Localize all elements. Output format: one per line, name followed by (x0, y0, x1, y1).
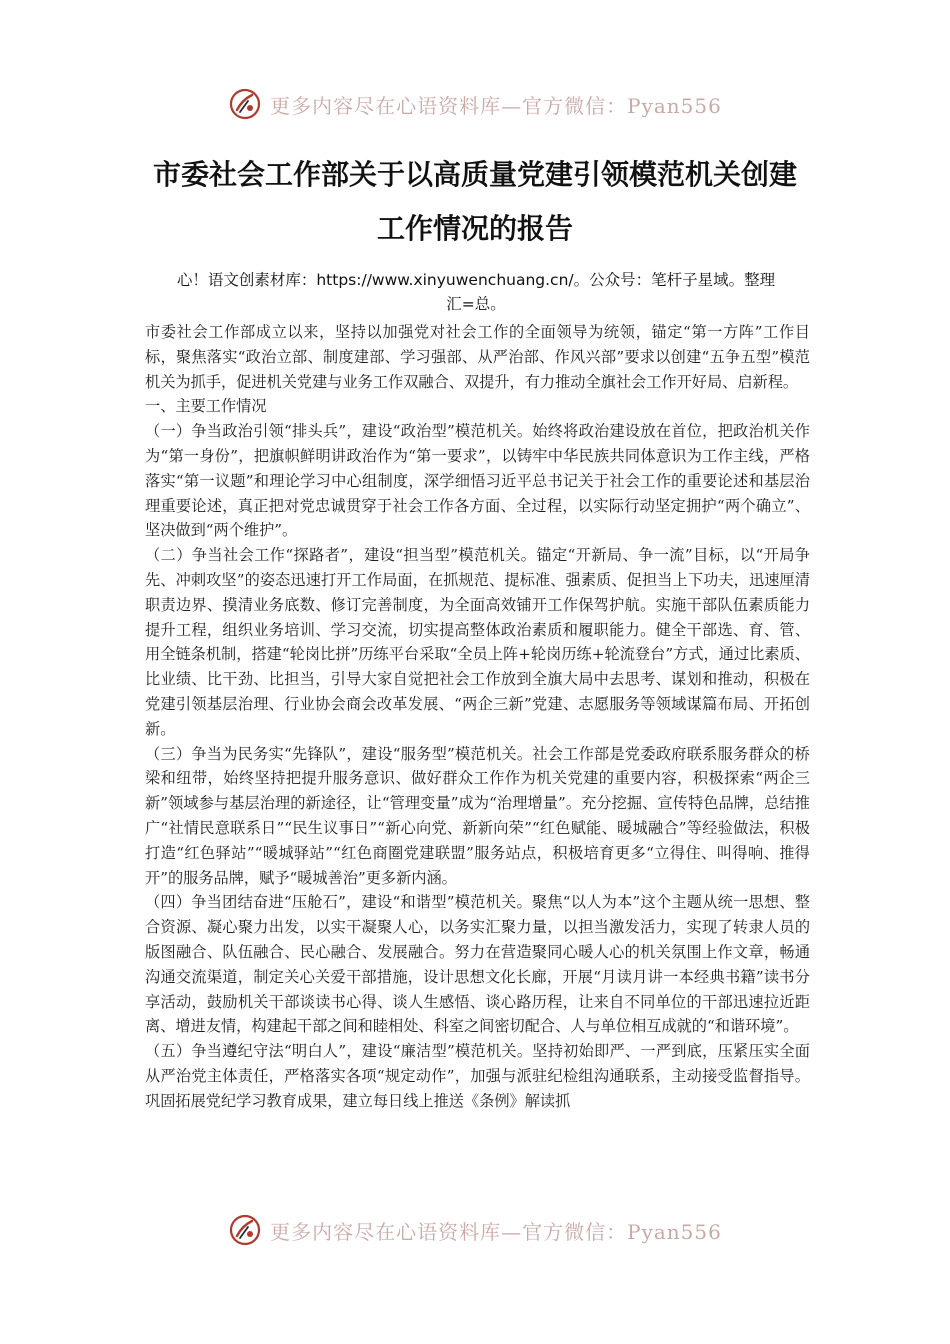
writing-hand-logo-icon (228, 1213, 262, 1247)
watermark-text: 更多内容尽在心语资料库—官方微信：Pyan556 (270, 1219, 722, 1244)
section-heading: 一、主要工作情况 (145, 397, 267, 416)
paragraph-item-4: （四）争当团结奋进“压舱石”，建设“和谐型”模范机关。聚焦“以人为本”这个主题从统一思想、整合资源、凝心聚力出发，以实干凝聚人心，以务实汇聚力量，以担当激发活力，实现了转隶人员的版图融合、队伍融合、民心融合、发展融合。努力在营造聚同心暖人心的机关氛围上作文章，畅通沟通交流渠道，制定关心关爱干部措施，设计思想文化长廊，开展“月读月讲一本经典书籍”读书分享活动，鼓励机关干部谈读书心得、谈人生感悟、谈心路历程，让来自不同单位的干部迅速拉近距离、增进友情，构建起干部之间和睦相处、科室之间密切配合、人与单位相互成就的“和谐环境”。 (145, 893, 810, 1036)
paragraph-item-5: （五）争当遵纪守法“明白人”，建设“廉洁型”模范机关。坚持初始即严、一严到底，压紧压实全面从严治党主体责任，严格落实各项“规定动作”，加强与派驻纪检组沟通联系，主动接受监督指导。巩固拓展党纪学习教育成果，建立每日线上推送《条例》解读抓 (145, 1042, 810, 1110)
paragraph-item-2: （二）争当社会工作“探路者”，建设“担当型”模范机关。锚定“开新局、争一流”目标，以“开局争先、冲刺攻坚”的姿态迅速打开工作局面，在抓规范、提标准、强素质、促担当上下功夫，迅速厘清职责边界、摸清业务底数、修订完善制度，为全面高效铺开工作保驾护航。实施干部队伍素质能力提升工程，组织业务培训、学习交流，切实提高整体政治素质和履职能力。健全干部选、育、管、用全链条机制，搭建“轮岗比拼”历练平台采取“全员上阵+轮岗历练+轮流登台”方式，通过比素质、比业绩、比干劲、比担当，引导大家自觉把社会工作放到全旗大局中去思考、谋划和推动，积极在党建引领基层治理、行业协会商会改革发展、“两企三新”党建、志愿服务等领域谋篇布局、开拓创新。 (145, 546, 810, 738)
document-body (145, 320, 810, 1114)
source-line-1: 心！语文创素材库：https://www.xinyuwenchuang.cn/。公众号：笔杆子星域。整理 (176, 271, 776, 289)
paragraph-item-3: （三）争当为民务实“先锋队”，建设“服务型”模范机关。社会工作部是党委政府联系服务群众的桥梁和纽带，始终坚持把提升服务意识、做好群众工作作为机关党建的重要内容，积极探索“两企三新”领域参与基层治理的新途径，让“管理变量”成为“治理增量”。充分挖掘、宣传特色品牌，总结推广“社情民意联系日”“民生议事日”“新心向党、新新向荣”“红色赋能、暖城融合”等经验做法，积极打造“红色驿站”“暖城驿站”“红色商圈党建联盟”服务站点，积极培育更多“立得住、叫得响、推得开”的服务品牌，赋予“暖城善治”更多新内涵。 (145, 744, 810, 887)
title-line-2: 工作情况的报告 (376, 212, 573, 245)
page-title (110, 148, 840, 256)
title-line-1: 市委社会工作部关于以高质量党建引领模范机关创建 (152, 158, 797, 191)
source-notice (145, 268, 807, 316)
paragraph-intro: 市委社会工作部成立以来，坚持以加强党对社会工作的全面领导为统领，锚定“第一方阵”工作目标，聚焦落实“政治立部、制度建部、学习强部、从严治部、作风兴部”要求以创建“五争五型”模范机关为抓手，促进机关党建与业务工作双融合、双提升，有力推动全旗社会工作开好局、启新程。 (145, 323, 810, 391)
bottom-watermark-banner (0, 1210, 950, 1250)
source-line-2: 汇=总。 (446, 295, 506, 313)
top-watermark-banner (0, 84, 950, 124)
writing-hand-logo-icon (228, 87, 262, 121)
paragraph-item-1: （一）争当政治引领“排头兵”，建设“政治型”模范机关。始终将政治建设放在首位，把政治机关作为“第一身份”，把旗帜鲜明讲政治作为“第一要求”，以铸牢中华民族共同体意识为工作主线，严格落实“第一议题”和理论学习中心组制度，深学细悟习近平总书记关于社会工作的重要论述和基层治理重要论述，真正把对党忠诚贯穿于社会工作各方面、全过程，以实际行动坚定拥护“两个确立”、坚决做到“两个维护”。 (145, 422, 810, 540)
watermark-text: 更多内容尽在心语资料库—官方微信：Pyan556 (270, 93, 722, 118)
